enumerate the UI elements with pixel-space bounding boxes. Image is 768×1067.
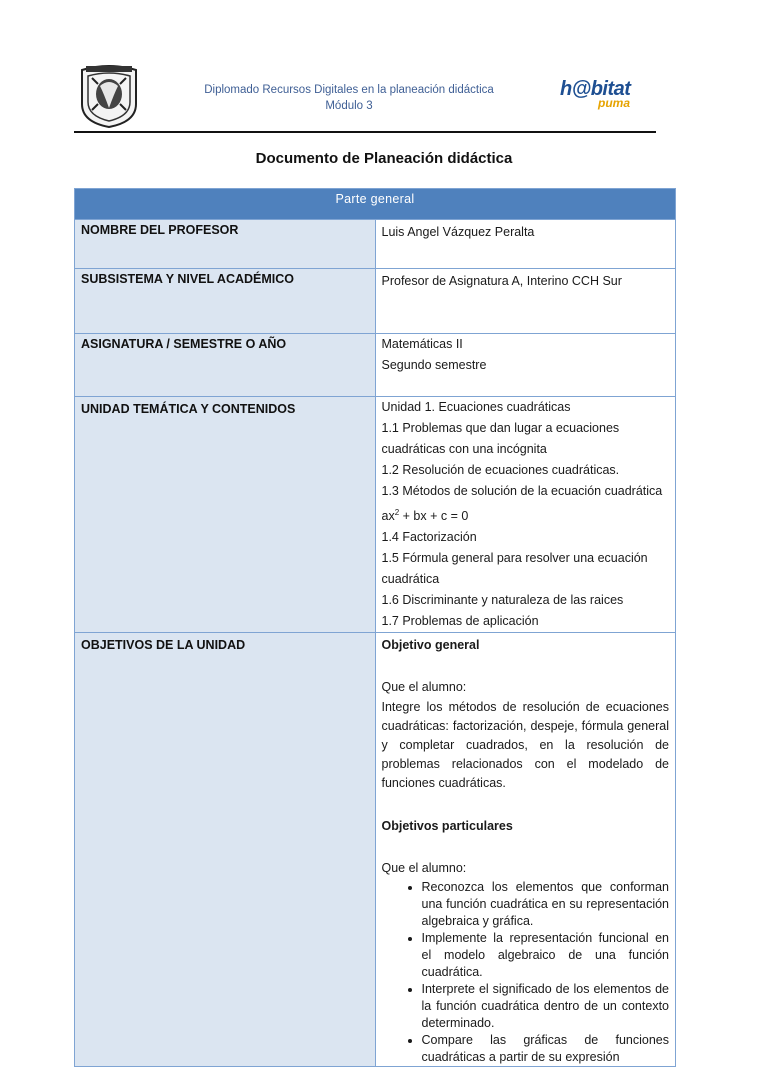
table-row (75, 220, 676, 269)
equation-text: 1.3 Métodos de solución de la ecuación cuadrática ax (381, 484, 663, 524)
label-unidad: UNIDAD TEMÁTICA Y CONTENIDOS (75, 397, 376, 633)
value-profesor: Luis Angel Vázquez Peralta (375, 220, 676, 269)
logo-main-text: h@bitat (560, 78, 631, 100)
label-objetivos: OBJETIVOS DE LA UNIDAD (75, 633, 376, 1067)
document-header (74, 62, 656, 134)
value-unidad (375, 397, 676, 633)
section-header: Parte general (75, 189, 676, 220)
unam-seal-icon (78, 64, 140, 128)
value-subsistema: Profesor de Asignatura A, Interino CCH Sur (375, 269, 676, 334)
asignatura-semestre: Segundo semestre (381, 358, 487, 372)
value-objetivos (375, 633, 676, 1067)
label-asignatura: ASIGNATURA / SEMESTRE O AÑO (75, 334, 376, 397)
equation-tail: + bx + c = 0 (399, 509, 469, 524)
list-item: • Implemente la representación funcional en el modelo algebraico de una función cuadrática. (422, 930, 670, 981)
list-item: 1.5 Fórmula general para resolver una ecuación cuadrática (381, 551, 648, 587)
list-item: • Interprete el significado de los elementos de la función cuadrática dentro de un contexto determinado. (422, 981, 670, 1032)
list-item (382, 481, 670, 527)
diplomado-heading (184, 82, 514, 114)
table-row (75, 334, 676, 397)
header-divider (74, 131, 656, 133)
logo-sub-text: puma (598, 96, 631, 110)
objetivo-general-intro: Que el alumno: (381, 680, 467, 695)
diplomado-title: Diplomado Recursos Digitales en la planeación didáctica (204, 84, 494, 96)
list-item: 1.6 Discriminante y naturaleza de las raices (381, 593, 624, 608)
list-item: • Compare las gráficas de funciones cuadráticas a partir de su expresión (422, 1032, 670, 1066)
label-profesor: NOMBRE DEL PROFESOR (75, 220, 376, 269)
objetivos-list (382, 879, 670, 1066)
objetivo-general-text: Integre los métodos de resolución de ecuaciones cuadráticas: factorización, despeje, fórmula general y completar cuadrados, en la resolución de problemas relacionados con el modelado de funciones cuadráticas. (381, 700, 669, 791)
equation-exponent: 2 (394, 508, 400, 517)
list-item: 1.2 Resolución de ecuaciones cuadráticas. (381, 463, 620, 477)
objetivo-general-heading: Objetivo general (381, 638, 480, 653)
planning-table (74, 188, 676, 1067)
table-row (75, 269, 676, 334)
table-row (75, 397, 676, 633)
list-item: Unidad 1. Ecuaciones cuadráticas (381, 400, 571, 414)
list-item: • Reconozca los elementos que conforman una función cuadrática en su representación algebraica y gráfica. (422, 879, 670, 930)
habitat-puma-logo (560, 78, 640, 116)
objetivos-particulares-intro: Que el alumno: (381, 861, 467, 876)
label-subsistema: SUBSISTEMA Y NIVEL ACADÉMICO (75, 269, 376, 334)
list-item: 1.7 Problemas de aplicación (381, 614, 539, 629)
value-asignatura (375, 334, 676, 397)
list-item: 1.1 Problemas que dan lugar a ecuaciones cuadráticas con una incógnita (381, 421, 620, 456)
asignatura-name: Matemáticas II (381, 337, 463, 351)
table-row (75, 633, 676, 1067)
table-header-row (75, 189, 676, 220)
page-title: Documento de Planeación didáctica (255, 150, 513, 167)
objetivos-particulares-heading: Objetivos particulares (381, 819, 513, 834)
list-item: 1.4 Factorización (381, 530, 477, 545)
module-label: Módulo 3 (325, 100, 373, 112)
